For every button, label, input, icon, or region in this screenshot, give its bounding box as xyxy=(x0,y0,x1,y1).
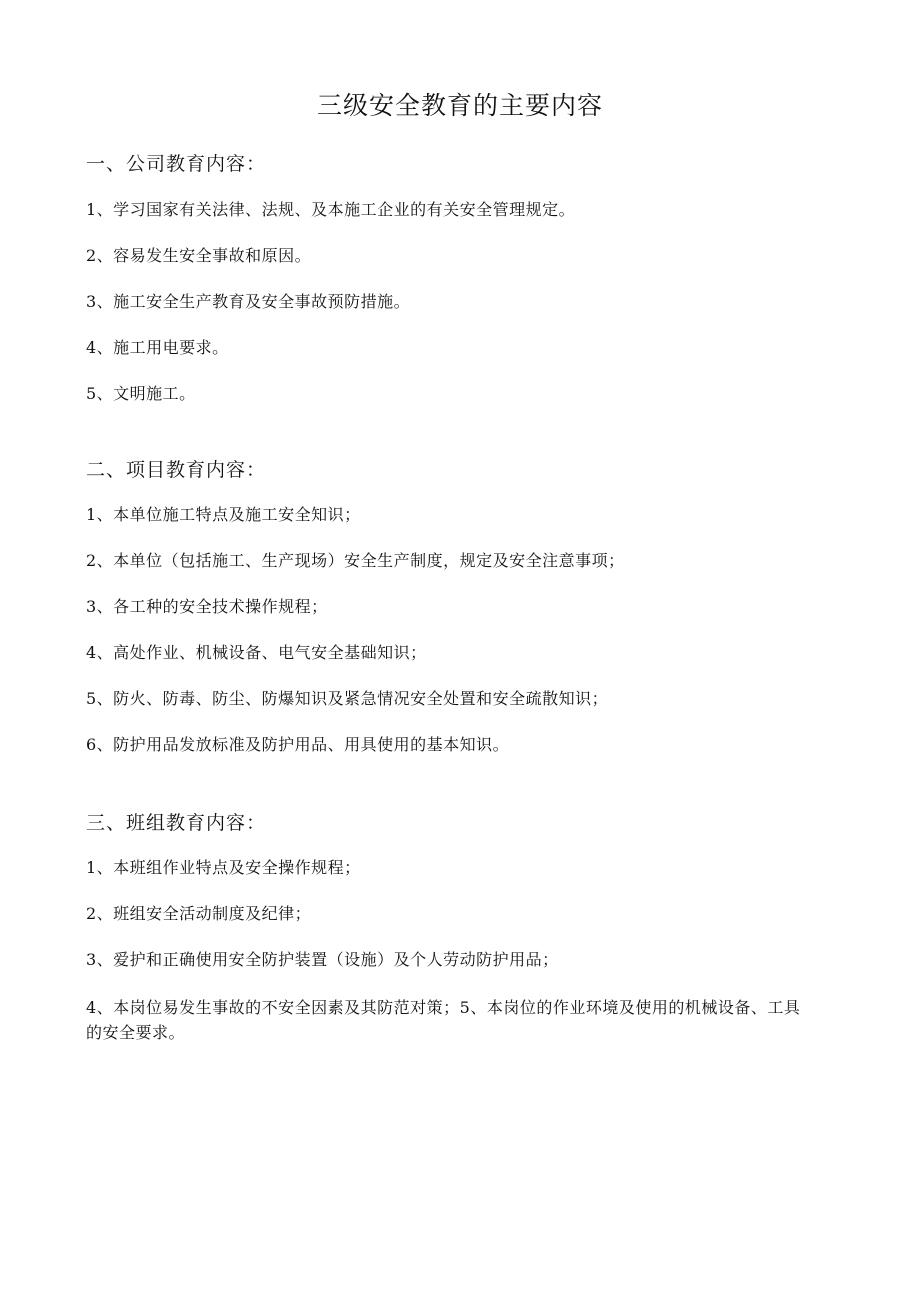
list-item: 6、防护用品发放标准及防护用品、用具使用的基本知识。 xyxy=(86,735,510,754)
section-heading: 三、班组教育内容： xyxy=(86,812,267,834)
list-item: 5、防火、防毒、防尘、防爆知识及紧急情况安全处置和安全疏散知识； xyxy=(86,689,609,708)
list-item: 3、爱护和正确使用安全防护装置（设施）及个人劳动防护用品； xyxy=(86,950,559,969)
section-company-education xyxy=(86,150,816,429)
list-item: 1、学习国家有关法律、法规、及本施工企业的有关安全管理规定。 xyxy=(86,200,576,219)
list-item: 3、各工种的安全技术操作规程； xyxy=(86,597,328,616)
section-project-education xyxy=(86,456,816,780)
list-item: 4、高处作业、机械设备、电气安全基础知识； xyxy=(86,643,427,662)
section-heading: 二、项目教育内容： xyxy=(86,459,267,481)
list-item: 4、施工用电要求。 xyxy=(86,338,229,357)
list-item: 2、班组安全活动制度及纪律； xyxy=(86,904,312,923)
list-item: 5、文明施工。 xyxy=(86,384,196,403)
document-title: 三级安全教育的主要内容 xyxy=(316,91,603,120)
section-team-education xyxy=(86,809,816,1069)
list-item: 3、施工安全生产教育及安全事故预防措施。 xyxy=(86,292,411,311)
section-heading: 一、公司教育内容： xyxy=(86,153,267,175)
list-item: 1、本单位施工特点及施工安全知识； xyxy=(86,505,361,524)
list-item: 4、本岗位易发生事故的不安全因素及其防范对策；5、本岗位的作业环境及使用的机械设备、工具的安全要求。 xyxy=(86,998,801,1042)
list-item: 2、容易发生安全事故和原因。 xyxy=(86,246,312,265)
list-item: 1、本班组作业特点及安全操作规程； xyxy=(86,858,361,877)
list-item: 2、本单位（包括施工、生产现场）安全生产制度，规定及安全注意事项； xyxy=(86,551,625,570)
